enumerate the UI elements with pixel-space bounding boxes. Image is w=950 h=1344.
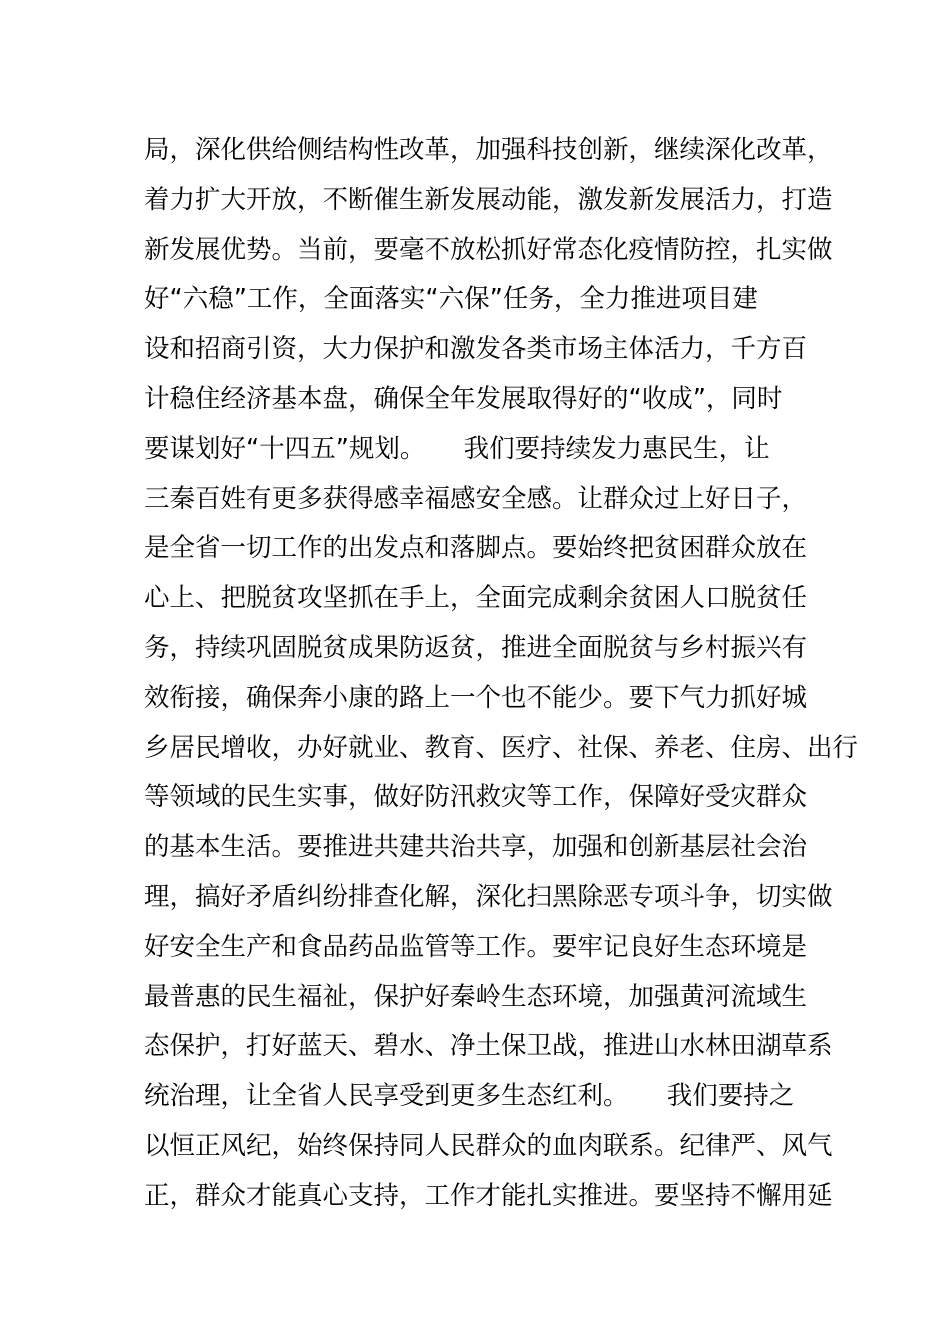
text-line: 心上、把脱贫攻坚抓在手上，全面完成剩余贫困人口脱贫任 xyxy=(144,583,808,614)
text-line: 三秦百姓有更多获得感幸福感安全感。让群众过上好日子， xyxy=(144,483,808,514)
text-line: 的基本生活。要推进共建共治共享，加强和创新基层社会治 xyxy=(144,832,808,863)
text-line: 正，群众才能真心支持，工作才能扎实推进。要坚持不懈用延 xyxy=(144,1180,833,1211)
text-line: 是全省一切工作的出发点和落脚点。要始终把贫困群众放在 xyxy=(144,533,808,564)
text-line: 设和招商引资，大力保护和激发各类市场主体活力，千方百 xyxy=(144,334,808,365)
text-line: 务，持续巩固脱贫成果防返贫，推进全面脱贫与乡村振兴有 xyxy=(144,632,808,663)
body-text xyxy=(144,126,859,1222)
text-line: 要谋划好“十四五”规划。 我们要持续发力惠民生，让 xyxy=(144,433,770,464)
text-line: 新发展优势。当前，要毫不放松抓好常态化疫情防控，扎实做 xyxy=(144,234,833,265)
text-line: 效衔接，确保奔小康的路上一个也不能少。要下气力抓好城 xyxy=(144,682,808,713)
text-line: 最普惠的民生福祉，保护好秦岭生态环境，加强黄河流域生 xyxy=(144,981,808,1012)
text-line: 好安全生产和食品药品监管等工作。要牢记良好生态环境是 xyxy=(144,931,808,962)
text-line: 乡居民增收，办好就业、教育、医疗、社保、养老、住房、出行 xyxy=(144,732,859,763)
text-line: 理，搞好矛盾纠纷排查化解，深化扫黑除恶专项斗争，切实做 xyxy=(144,881,833,912)
text-line: 计稳住经济基本盘，确保全年发展取得好的“收成”，同时 xyxy=(144,383,783,414)
text-line: 着力扩大开放，不断催生新发展动能，激发新发展活力，打造 xyxy=(144,184,833,215)
text-line: 等领域的民生实事，做好防汛救灾等工作，保障好受灾群众 xyxy=(144,782,808,813)
text-line: 局，深化供给侧结构性改革，加强科技创新，继续深化改革， xyxy=(144,135,833,165)
text-line: 态保护，打好蓝天、碧水、净土保卫战，推进山水林田湖草系 xyxy=(144,1031,833,1062)
text-line: 好“六稳”工作，全面落实“六保”任务，全力推进项目建 xyxy=(144,284,758,315)
text-line: 以恒正风纪，始终保持同人民群众的血肉联系。纪律严、风气 xyxy=(144,1130,833,1161)
text-line: 统治理，让全省人民享受到更多生态红利。 我们要持之 xyxy=(144,1081,795,1112)
